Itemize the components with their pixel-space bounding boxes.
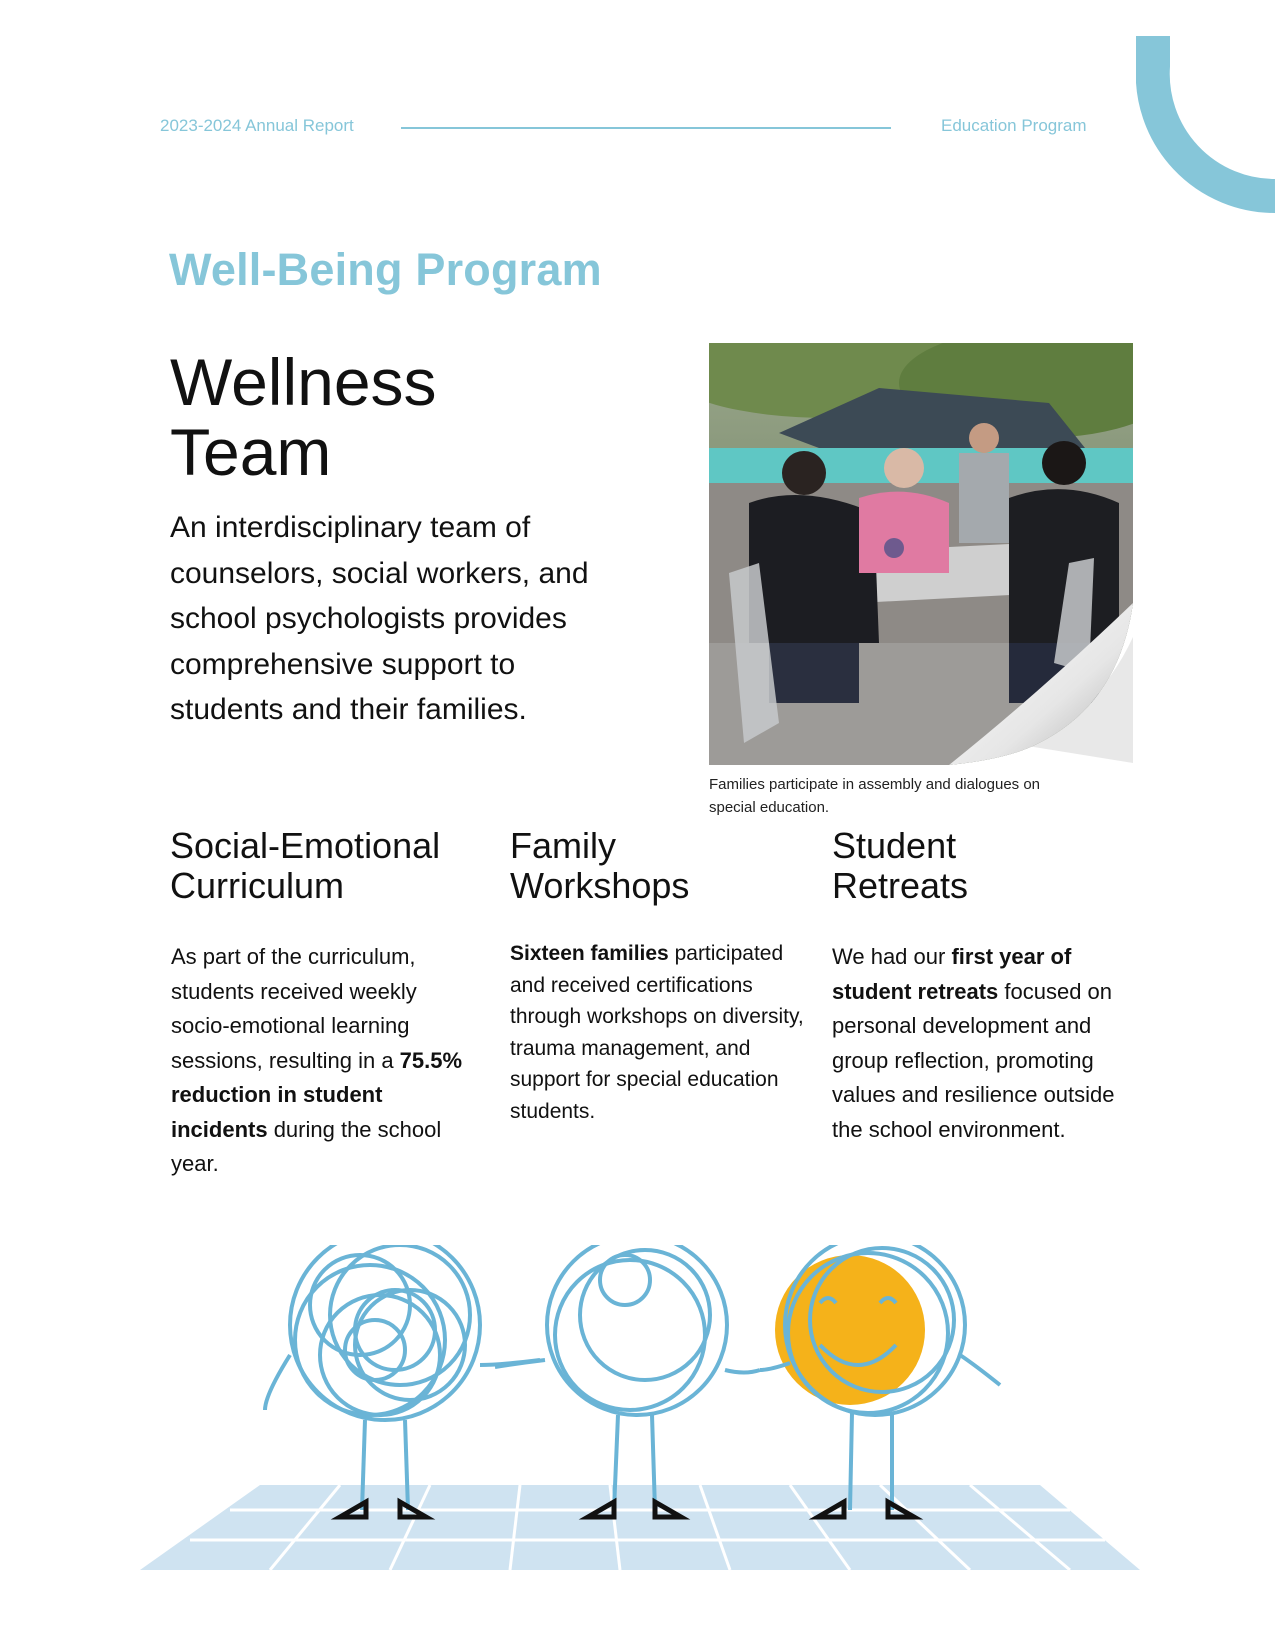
- corner-arc-decoration: [1136, 36, 1275, 219]
- heading-line: Workshops: [510, 865, 690, 906]
- report-label: 2023-2024 Annual Report: [160, 116, 354, 135]
- body-text: As part of the curriculum, students received weekly socio-emotional learning sessions, resulting in a: [171, 944, 417, 1073]
- social-emotional-heading: [170, 826, 490, 906]
- student-retreats-text: [832, 940, 1132, 1147]
- body-text: participated and received certifications through workshops on diversity, trauma management, and support for special education students.: [510, 942, 804, 1123]
- loosening-character-icon: [495, 1245, 760, 1510]
- body-text: during the school year.: [171, 1116, 442, 1176]
- header-divider: [401, 127, 891, 129]
- photo-caption: Families participate in assembly and dialogues on special education.: [709, 776, 1041, 816]
- happy-character-icon: [760, 1245, 1000, 1510]
- wellness-team-title-line1: Wellness: [170, 345, 437, 419]
- floor-grid-icon: [140, 1485, 1140, 1570]
- family-workshops-text: [510, 938, 810, 1127]
- heading-line: Social-Emotional: [170, 825, 441, 866]
- wellness-team-description: An interdisciplinary team of counselors, social workers, and school psychologists provides comprehensive support to students and their families.: [170, 511, 589, 726]
- body-text: focused on personal development and group reflection, promoting values and resilience outside the school environment.: [832, 978, 1115, 1142]
- body-highlight: first year of student retreats: [832, 944, 1072, 1004]
- heading-line: Family: [510, 825, 616, 866]
- family-workshops-heading: [510, 826, 810, 906]
- program-label: Education Program: [941, 116, 1087, 135]
- heading-line: Retreats: [832, 865, 969, 906]
- body-highlight: Sixteen families: [510, 942, 669, 965]
- social-emotional-text: [171, 940, 471, 1182]
- heading-line: Curriculum: [170, 865, 345, 906]
- wellbeing-characters-illustration: [140, 1245, 1140, 1575]
- body-text: We had our: [832, 944, 952, 969]
- section-title: Well-Being Program: [169, 244, 602, 295]
- student-retreats-heading: [832, 826, 1132, 906]
- wellness-team-title: [170, 347, 590, 487]
- heading-line: Student: [832, 825, 957, 866]
- body-highlight: 75.5% reduction in student incidents: [171, 1047, 463, 1142]
- tangled-character-icon: [265, 1245, 540, 1510]
- wellness-team-title-line2: Team: [170, 415, 332, 489]
- families-meeting-photo: [709, 343, 1133, 765]
